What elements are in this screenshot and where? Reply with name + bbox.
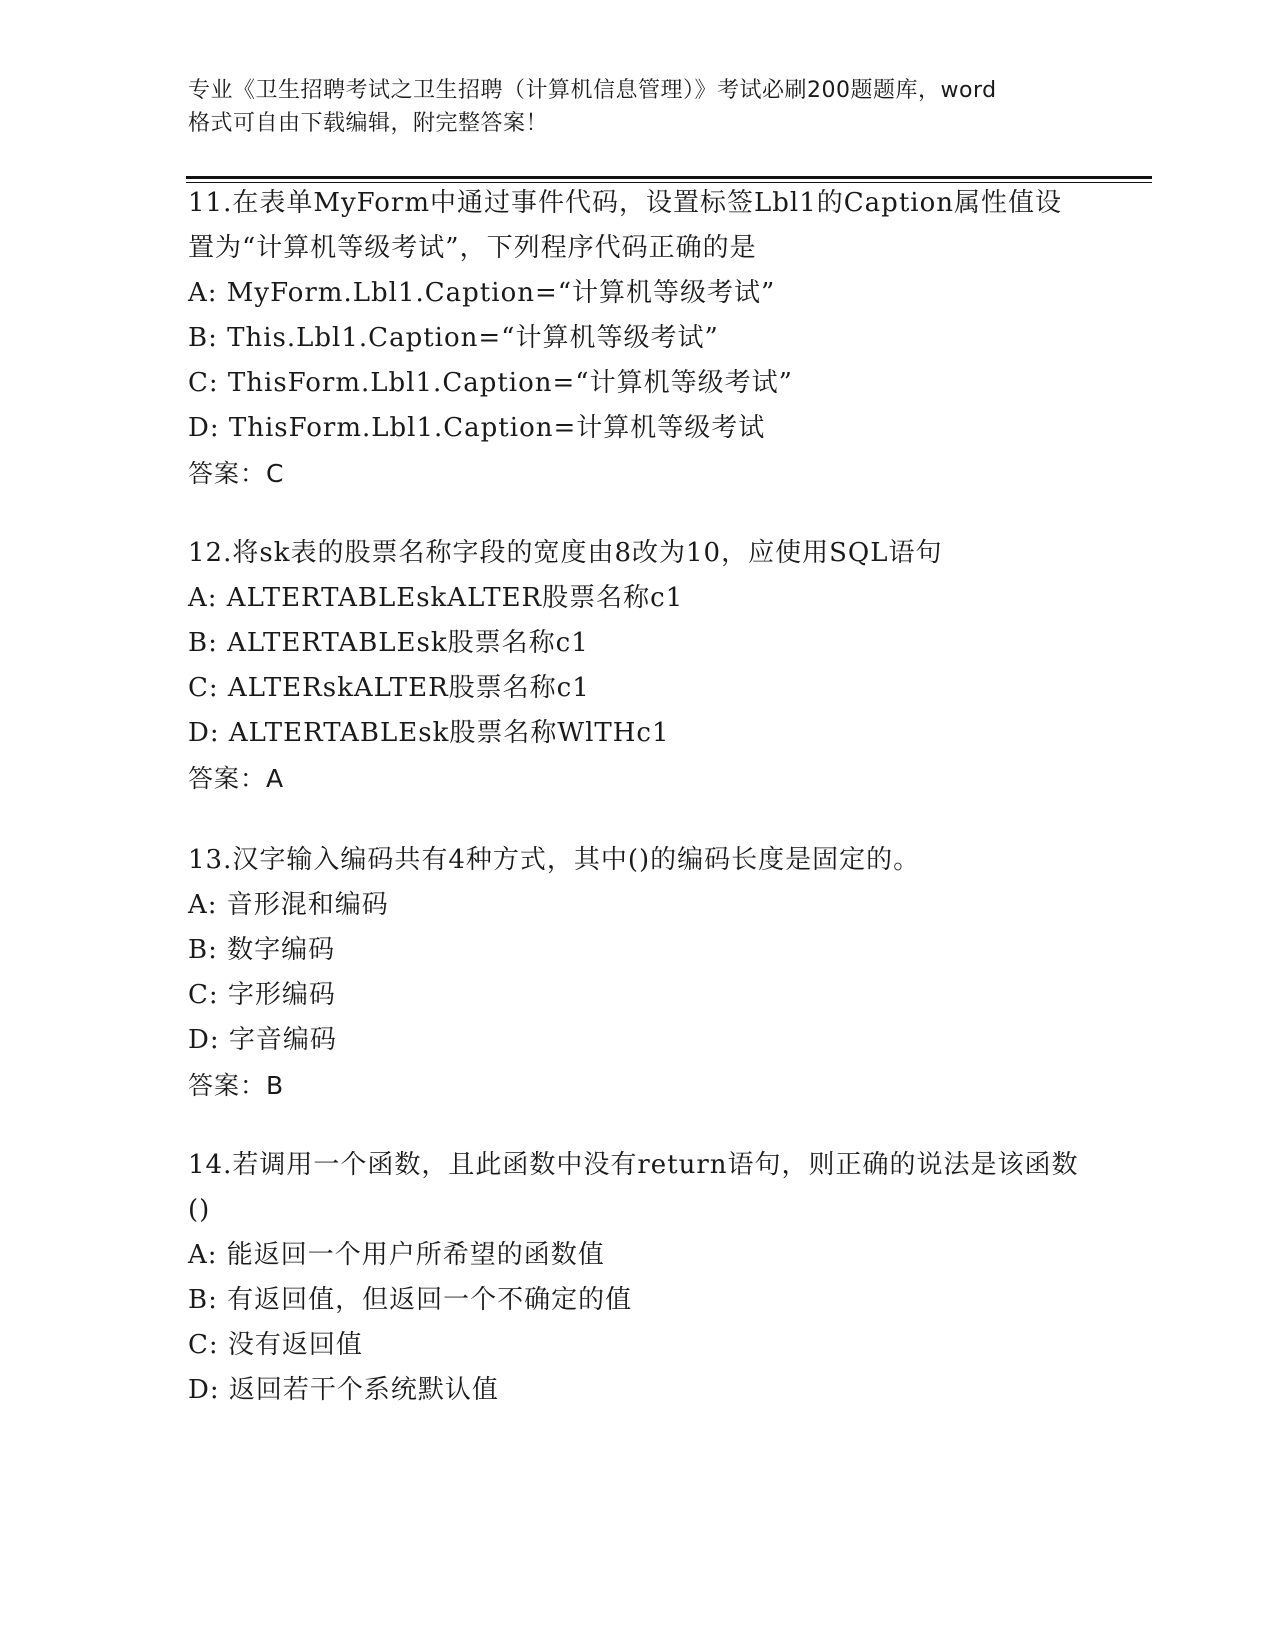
option-d: D: ThisForm.Lbl1.Caption=计算机等级考试 bbox=[188, 413, 766, 443]
option-c: C: 没有返回值 bbox=[188, 1330, 363, 1360]
question-11 bbox=[188, 181, 1088, 496]
option-a: A: 能返回一个用户所希望的函数值 bbox=[188, 1240, 605, 1270]
header-divider-thick bbox=[186, 176, 1152, 179]
option-b: B: This.Lbl1.Caption=“计算机等级考试” bbox=[188, 323, 719, 353]
option-d: D: 字音编码 bbox=[188, 1025, 337, 1055]
option-b: B: ALTERTABLEsk股票名称c1 bbox=[188, 628, 589, 658]
header-line-1: 专业《卫生招聘考试之卫生招聘（计算机信息管理）》考试必刷200题题库，word bbox=[188, 78, 997, 103]
header-line-2: 格式可自由下载编辑，附完整答案！ bbox=[188, 111, 549, 136]
option-d: D: ALTERTABLEsk股票名称WlTHc1 bbox=[188, 718, 670, 748]
option-c: C: ALTERskALTER股票名称c1 bbox=[188, 673, 590, 703]
option-d: D: 返回若干个系统默认值 bbox=[188, 1375, 499, 1405]
option-a: A: 音形混和编码 bbox=[188, 890, 389, 920]
question-14 bbox=[188, 1143, 1088, 1413]
question-stem: 13.汉字输入编码共有4种方式，其中()的编码长度是固定的。 bbox=[188, 845, 921, 875]
document-header bbox=[188, 74, 1088, 140]
option-a: A: MyForm.Lbl1.Caption=“计算机等级考试” bbox=[188, 278, 776, 308]
question-13 bbox=[188, 838, 1088, 1108]
option-c: C: ThisForm.Lbl1.Caption=“计算机等级考试” bbox=[188, 368, 793, 398]
question-12 bbox=[188, 531, 1088, 801]
question-stem: 12.将sk表的股票名称字段的宽度由8改为10，应使用SQL语句 bbox=[188, 538, 943, 568]
option-a: A: ALTERTABLEskALTER股票名称c1 bbox=[188, 583, 684, 613]
question-stem: 11.在表单MyForm中通过事件代码，设置标签Lbl1的Caption属性值设置为“计算机等级考试”，下列程序代码正确的是 bbox=[188, 188, 1062, 263]
question-stem: 14.若调用一个函数，且此函数中没有return语句，则正确的说法是该函数() bbox=[188, 1150, 1079, 1225]
option-c: C: 字形编码 bbox=[188, 980, 336, 1010]
answer-line: 答案：C bbox=[188, 459, 285, 488]
answer-line: 答案：B bbox=[188, 1071, 285, 1100]
option-b: B: 数字编码 bbox=[188, 935, 336, 965]
answer-line: 答案：A bbox=[188, 764, 285, 793]
option-b: B: 有返回值，但返回一个不确定的值 bbox=[188, 1285, 633, 1315]
